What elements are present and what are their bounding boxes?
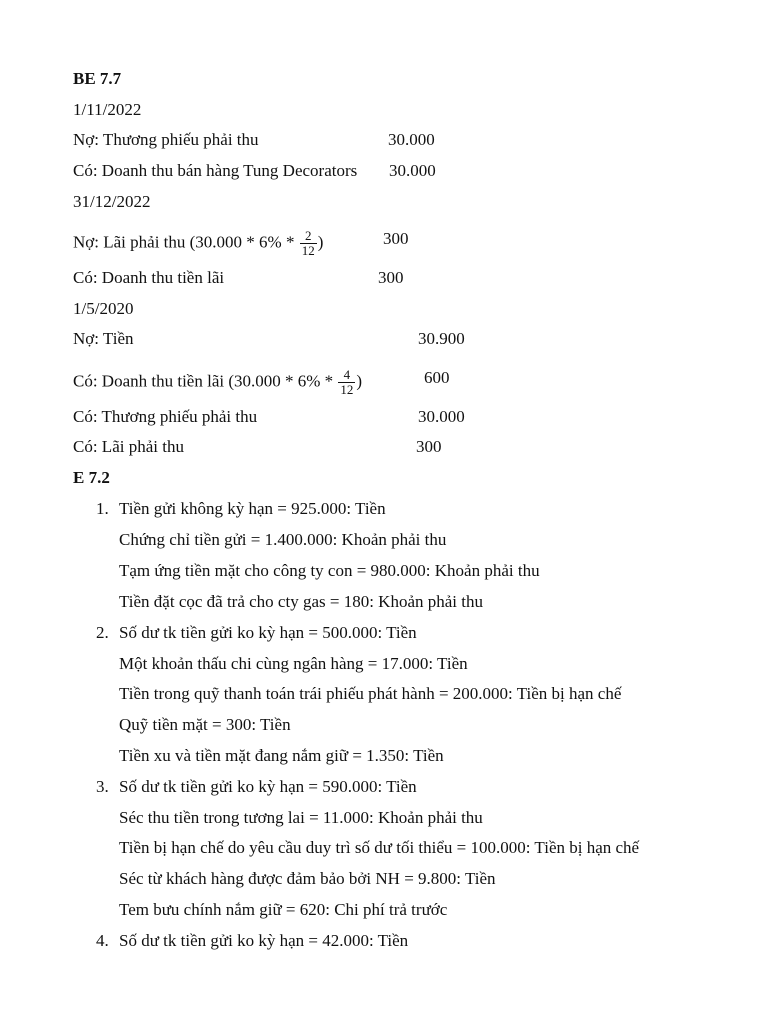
entry-2-debit-amount: 300: [383, 229, 409, 248]
fraction-2-12: [300, 229, 317, 258]
heading-e-7-2: E 7.2: [73, 468, 110, 487]
list-item: [96, 499, 386, 519]
list-subline: Tem bưu chính nắm giữ = 620: Chi phí trả trước: [119, 900, 448, 919]
list-marker: 2.: [96, 623, 109, 642]
list-item: [96, 931, 408, 951]
entry-3-debit-amount: 30.900: [418, 329, 465, 348]
entry-1-credit-amount: 30.000: [389, 161, 436, 180]
list-marker: 4.: [96, 931, 109, 950]
date-1: 1/11/2022: [73, 100, 142, 119]
entry-3-credit-notes-amount: 30.000: [418, 407, 465, 426]
fraction-denominator: 12: [340, 382, 354, 397]
list-subline: Séc từ khách hàng được đảm bảo bởi NH = 9.800: Tiền: [119, 869, 496, 888]
entry-2-debit-suffix: ): [317, 232, 324, 252]
entry-2-credit-amount: 300: [378, 268, 404, 287]
entry-1-credit: Có: Doanh thu bán hàng Tung Decorators: [73, 161, 358, 180]
entry-3-credit-suffix: ): [356, 371, 363, 391]
date-3: 1/5/2020: [73, 299, 134, 318]
list-subline: Tiền đặt cọc đã trả cho cty gas = 180: Khoản phải thu: [119, 592, 483, 611]
entry-3-credit-interest-amount: 600: [424, 368, 450, 387]
fraction-numerator: 2: [300, 229, 317, 244]
list-subline: Quỹ tiền mặt = 300: Tiền: [119, 715, 291, 734]
fraction-4-12: [338, 368, 355, 397]
heading-be-7-7: BE 7.7: [73, 69, 122, 88]
list-item: [96, 623, 417, 643]
list-marker: 1.: [96, 499, 109, 518]
list-item-text: Số dư tk tiền gửi ko kỳ hạn = 500.000: Tiền: [119, 623, 417, 642]
list-subline: Tiền xu và tiền mặt đang nắm giữ = 1.350: Tiền: [119, 746, 444, 765]
list-item-text: Số dư tk tiền gửi ko kỳ hạn = 590.000: Tiền: [119, 777, 417, 796]
entry-2-debit: [73, 229, 323, 258]
entry-3-credit-prefix: Có: Doanh thu tiền lãi (30.000 * 6% *: [73, 371, 334, 391]
list-subline: Tiền bị hạn chế do yêu cầu duy trì số dư tối thiểu = 100.000: Tiền bị hạn chế: [119, 838, 640, 857]
entry-2-credit: Có: Doanh thu tiền lãi: [73, 268, 225, 287]
list-subline: Tạm ứng tiền mặt cho công ty con = 980.000: Khoản phải thu: [119, 561, 540, 580]
entry-1-debit: Nợ: Thương phiếu phải thu: [73, 130, 259, 149]
entry-2-debit-prefix: Nợ: Lãi phải thu (30.000 * 6% *: [73, 232, 295, 252]
entry-1-debit-amount: 30.000: [388, 130, 435, 149]
entry-3-credit-receivable: Có: Lãi phải thu: [73, 437, 184, 456]
entry-3-credit-notes: Có: Thương phiếu phải thu: [73, 407, 258, 426]
list-subline: Séc thu tiền trong tương lai = 11.000: Khoản phải thu: [119, 808, 483, 827]
entry-3-credit-interest: [73, 368, 362, 397]
entry-3-debit: Nợ: Tiền: [73, 329, 134, 348]
list-subline: Chứng chỉ tiền gửi = 1.400.000: Khoản phải thu: [119, 530, 447, 549]
list-marker: 3.: [96, 777, 109, 796]
fraction-denominator: 12: [301, 243, 315, 258]
fraction-numerator: 4: [338, 368, 355, 383]
list-subline: Tiền trong quỹ thanh toán trái phiếu phát hành = 200.000: Tiền bị hạn chế: [119, 684, 622, 703]
list-item-text: Tiền gửi không kỳ hạn = 925.000: Tiền: [119, 499, 386, 518]
date-2: 31/12/2022: [73, 192, 151, 211]
entry-3-credit-receivable-amount: 300: [416, 437, 442, 456]
list-item: [96, 777, 417, 797]
list-item-text: Số dư tk tiền gửi ko kỳ hạn = 42.000: Tiền: [119, 931, 409, 950]
list-subline: Một khoản thấu chi cùng ngân hàng = 17.000: Tiền: [119, 654, 468, 673]
